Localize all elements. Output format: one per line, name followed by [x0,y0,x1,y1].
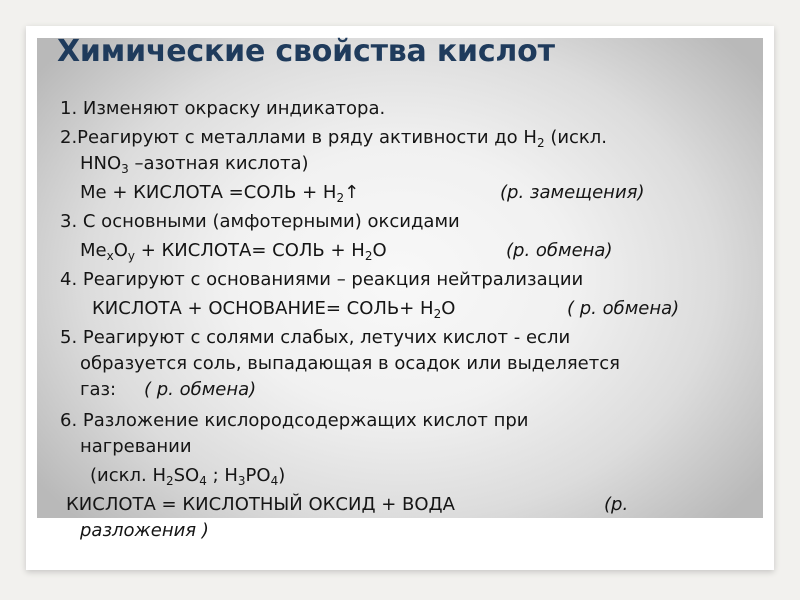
item-6-reaction-type: (р. [604,494,629,515]
item-4-equation: КИСЛОТА + ОСНОВАНИЕ= СОЛЬ+ $Н_2О$ [92,298,456,321]
item-6-line-2: нагревании [80,436,192,457]
item-6-reaction-type-cont: разложения ) [80,520,209,541]
item-6-exceptions: (искл. $Н_2SO_4$ ; $Н_3РО_4$) [90,465,286,488]
item-3-equation: $Ме_хО_у$ + КИСЛОТА= СОЛЬ + $Н_2О$ [80,240,387,263]
item-2-line-2: $HNO_3$ –азотная кислота) [80,153,309,176]
item-2-reaction-type: (р. замещения) [500,182,645,203]
item-4: 4. Реагируют с основаниями – реакция нейтрализации [60,269,584,290]
item-2-equation: Ме + КИСЛОТА =СОЛЬ + $Н_2↑$ [80,182,360,205]
item-6-line-1: 6. Разложение кислородсодержащих кислот при [60,410,529,431]
item-3: 3. С основными (амфотерными) оксидами [60,211,460,232]
item-1: 1. Изменяют окраску индикатора. [60,98,386,119]
item-5-line-3: газ: [80,379,117,400]
item-4-reaction-type: ( р. обмена) [567,298,680,319]
item-5-reaction-type: ( р. обмена) [144,379,257,400]
item-5-line-2: образуется соль, выпадающая в осадок или выделяется [80,353,620,374]
slide-title: Химические свойства кислот [57,34,555,69]
item-3-reaction-type: (р. обмена) [506,240,613,261]
item-2-line-1: 2.Реагируют с металлами в ряду активности до $Н_2$ (искл. [60,127,608,150]
item-5-line-1: 5. Реагируют с солями слабых, летучих кислот - если [60,327,571,348]
item-6-equation: КИСЛОТА = КИСЛОТНЫЙ ОКСИД + ВОДА [66,494,455,515]
